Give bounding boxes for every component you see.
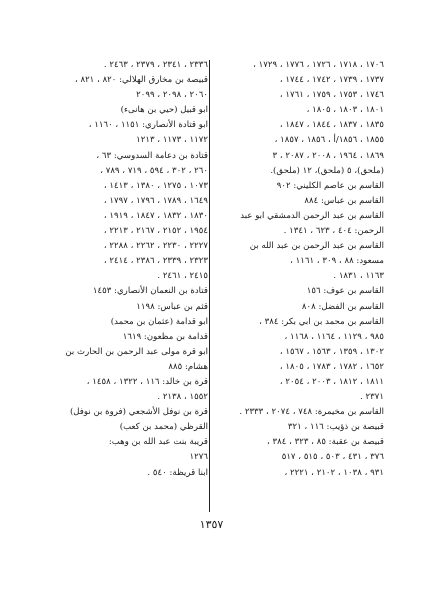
- index-entry-line: ٢٣٢٣ ، ٢٣٣٩ ، ٢٣٨٦ ، ٢٤١٤ ،: [103, 256, 208, 267]
- index-entry-line: ١٨٣٥ ، ١٨٣٧ ، ١٨٤٤ ، ١٨٤٧ ،: [279, 120, 384, 131]
- index-entry-line: ابو قبيل (حيي بن هانىء): [120, 105, 208, 116]
- index-entry-line: قبيصة بن ذؤيب: ١١٦ ، ٣٢١: [287, 422, 384, 433]
- index-entry-line: الرحمن: ٤٠٤ ، ٦٢٣ ، ١٣٤١ .: [283, 226, 384, 237]
- index-entry-line: القاسم بن عوف: ١٥٦: [306, 286, 384, 297]
- index-entry-line: قريبة بنت عبد الله بن وهب:: [108, 437, 208, 448]
- index-entry-line: ابو قرة مولى عبد الرحمن بن الحارث بن: [65, 346, 208, 357]
- index-entry-line: قبيصة بن عقبة: ٨٥ ، ٣٢٣ ، ٣٨٤ ،: [266, 437, 384, 448]
- index-entry-line: ١٩٥٤ ، ٢١٥٢ ، ٢١٦٧ ، ٢٢١٣ ،: [103, 226, 208, 237]
- index-entry-line: ٢٤١٥ ، ٢٤٦١ .: [157, 271, 208, 282]
- index-entry-line: ١١٧٢ ، ١١٧٣ ، ١٢١٣: [136, 135, 208, 146]
- index-entry-line: ١٨٠١ ، ١٨٠٣ ، ١٨٠٥ ،: [306, 105, 384, 116]
- index-entry-line: ١٨١١ ، ١٨١٢ ، ٢٠٠٣ ، ٢٠٥٤ ،: [279, 376, 384, 387]
- index-entry-line: ابو قدامة (عثمان بن محمد): [110, 316, 208, 327]
- index-entry-line: ٢٢٢٧ ، ٢٢٣٠ ، ٢٢٦٢ ، ٢٢٨٨ ،: [103, 241, 208, 252]
- index-entry-line: القاسم بن محمد بن ابي بكر: ٣٨٤ ،: [259, 316, 384, 327]
- index-column-right: [214, 58, 384, 481]
- index-entry-line: ٢٦٠ ، ٣٠٢ ، ٥٩٤ ، ٧١٩ ، ٧٨٩ ،: [100, 165, 208, 176]
- index-entry-line: مسعود: ٨٨ ، ٣٠٩ ، ١١٦١ ،: [290, 256, 384, 267]
- index-entry-line: قدامة بن مظعون: ١٦١٩: [122, 331, 208, 342]
- column-divider: [209, 60, 210, 512]
- index-entry-line: ١٧٤٦ ، ١٧٥٣ ، ١٧٥٩ ، ١٧٦١ ،: [279, 90, 384, 101]
- index-entry-line: قرة بن خالد: ١١٦ ، ١٣٢٢ ، ١٤٥٨ ،: [86, 376, 208, 387]
- index-entry-line: قرة بن نوفل الأشجعي (فروة بن نوفل): [69, 407, 208, 418]
- index-entry-line: قتادة بن النعمان الأنصاري: ١٤٥٣: [92, 286, 208, 297]
- index-entry-line: (ملحق)، ٥ (ملحق)، ١٢ (ملحق).: [270, 165, 384, 176]
- index-entry-line: ١٢٧٦: [189, 452, 208, 463]
- index-entry-line: القاسم بن عاصم الكليني: ٩٠٢: [276, 180, 384, 191]
- index-entry-line: ابو قتادة الأنصاري: ١١٥١ ، ١١٦٠ ،: [88, 120, 208, 131]
- index-entry-line: قتادة بن دعامة السدوسي: ٦٣ ،: [96, 150, 208, 161]
- index-entry-line: ١١٦٣ ، ١٨٣١ .: [333, 271, 384, 282]
- index-entry-line: ١٧٠٦ ، ١٧١٨ ، ١٧٢٦ ، ١٧٧٦ ، ١٧٢٩ ،: [253, 60, 384, 70]
- index-entry-line: ١٠٧٣ ، ١٢٧٥ ، ١٣٨٠ ، ١٤١٣ ،: [103, 180, 208, 191]
- index-entry-line: القاسم بن مخيمرة: ٧٤٨ ، ٢٠٧٤ ، ٢٣٣٣ .: [239, 407, 384, 418]
- index-entry-line: ١٧٣٧ ، ١٧٣٩ ، ١٧٤٢ ، ١٧٤٤ ،: [279, 75, 384, 86]
- index-entry-line: ١٦٤٩ ، ١٧٨٩ ، ١٧٩٦ ، ١٧٩٧ ،: [103, 195, 208, 206]
- index-entry-line: ٢٣٧١ .: [360, 392, 384, 403]
- index-entry-line: ١٦٥٢ ، ١٧٨٢ ، ١٧٨٣ ، ١٨٠٥ ،: [279, 361, 384, 372]
- page-number: ١٣٥٧: [199, 518, 224, 531]
- index-entry-line: ٩٣١ ، ١٠٣٨ ، ٢١٠٢ ، ٢٢٢١ ،: [284, 467, 384, 478]
- index-entry-line: القاسم بن عباس: ٨٨٤: [304, 195, 384, 206]
- index-entry-line: ٢٠٦٠ ، ٢٠٩٨ ، ٢٠٩٩: [136, 90, 208, 101]
- index-column-left: [48, 58, 208, 481]
- index-entry-line: ابنا قريظة: ٥٤٠ .: [147, 467, 208, 478]
- index-entry-line: القرظي (محمد بن كعب): [119, 422, 208, 433]
- index-entry-line: القاسم بن الفضل: ٨٠٨: [301, 301, 384, 312]
- index-entry-line: ١٣٠٢ ، ١٣٥٩ ، ١٥٦٣ ، ١٥٦٧ ،: [279, 346, 384, 357]
- index-entry-line: هشام: ٨٨٥: [168, 361, 208, 372]
- index-entry-line: ١٨٥٥ ، ١٨٥٦/أ ، ١٨٥٦ ، ١٨٥٧ ،: [274, 135, 384, 146]
- index-entry-line: القاسم بن عبد الرحمن بن عبد الله بن: [249, 241, 384, 252]
- index-entry-line: القاسم بن عبد الرحمن الدمشقي ابو عبد: [240, 210, 384, 221]
- index-entry-line: ١٨٦٩ ، ١٩٦٤ ، ٢٠٠٨ ، ٢٠٨٧ ، ٣: [272, 150, 384, 161]
- index-entry-line: ١٨٣٠ ، ١٨٣٢ ، ١٨٤٧ ، ١٩١٩ ،: [103, 210, 208, 221]
- index-entry-line: ٢٣٣٦ ، ٢٣٤١ ، ٢٣٧٩ ، ٢٤٦٣ .: [103, 60, 208, 70]
- index-entry-line: ٩٨٥ ، ١١٢٩ ، ١١٦٤ ، ١١٦٨ ،: [284, 331, 384, 342]
- index-entry-line: ١٥٥٢ ، ٢١٣٨ .: [157, 392, 208, 403]
- index-entry-line: ٣٧٦ ، ٤٣١ ، ٥٠٣ ، ٥١٥ ، ٥١٧: [281, 452, 384, 463]
- index-entry-line: قبيصة بن مخارق الهلالي: ٨٢٠ ، ٨٢١ ،: [74, 75, 208, 86]
- index-entry-line: قثم بن عباس: ١١٩٨: [136, 301, 208, 312]
